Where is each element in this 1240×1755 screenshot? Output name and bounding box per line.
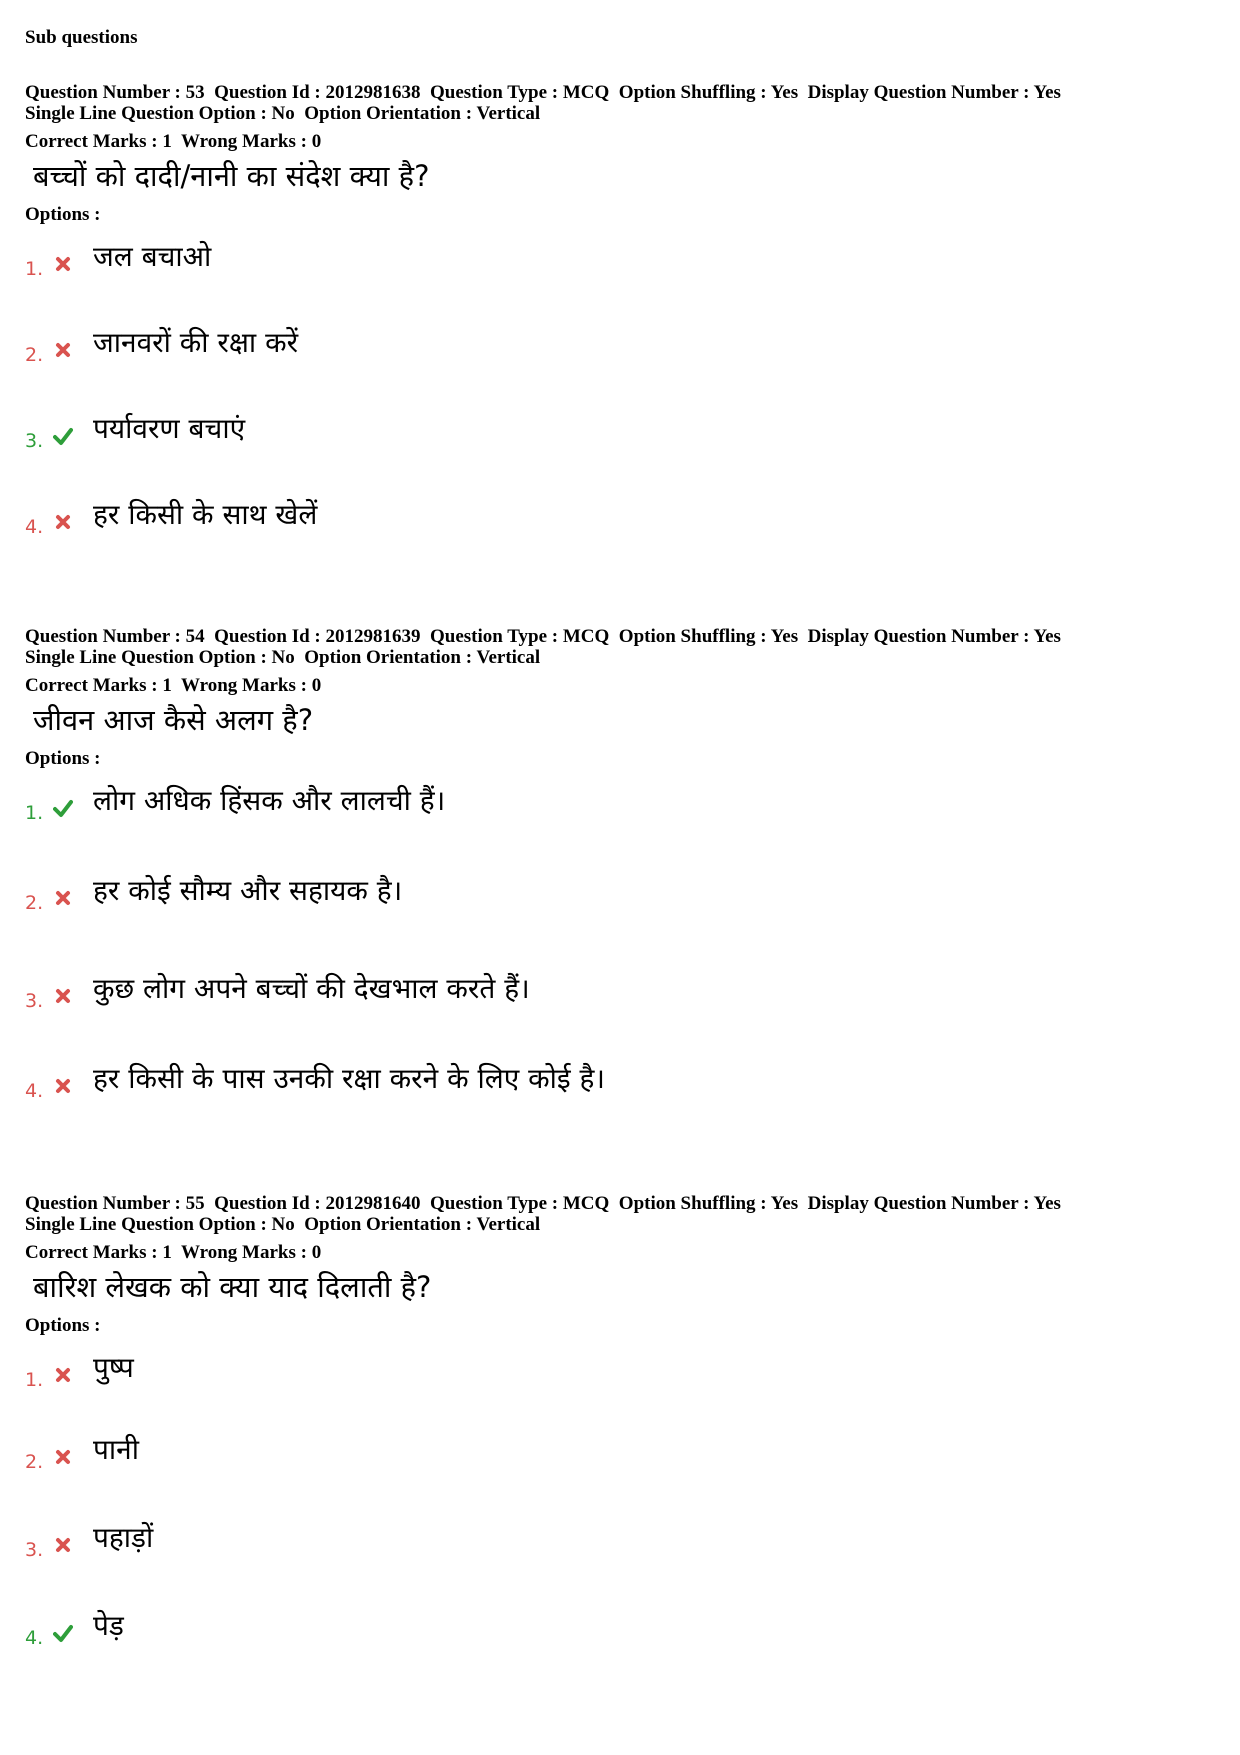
wrong-cross-icon <box>53 1447 73 1467</box>
option-number: 3. <box>25 430 44 452</box>
question-block-54 <box>25 626 1215 1104</box>
wrong-cross-icon <box>53 254 73 274</box>
question-meta-line-2: Single Line Question Option : No Option Orientation : Vertical <box>25 103 541 124</box>
option-item[interactable] <box>25 326 1215 368</box>
option-number: 3. <box>25 990 44 1012</box>
option-text: जानवरों की रक्षा करें <box>93 326 299 359</box>
option-number: 4. <box>25 1080 44 1102</box>
option-text: पानी <box>93 1433 139 1466</box>
wrong-cross-icon <box>53 1535 73 1555</box>
option-item[interactable] <box>25 874 1215 916</box>
option-text: पुष्प <box>93 1351 134 1384</box>
question-text: जीवन आज कैसे अलग है? <box>33 703 314 737</box>
option-number: 3. <box>25 1539 44 1561</box>
question-block-55 <box>25 1193 1215 1651</box>
option-number: 4. <box>25 516 44 538</box>
option-number: 4. <box>25 1627 44 1649</box>
marks-line: Correct Marks : 1 Wrong Marks : 0 <box>25 1242 322 1263</box>
option-number: 1. <box>25 1369 44 1391</box>
option-item[interactable] <box>25 240 1215 282</box>
question-block-53 <box>25 82 1215 540</box>
wrong-cross-icon <box>53 888 73 908</box>
option-text: कुछ लोग अपने बच्चों की देखभाल करते हैं। <box>93 972 530 1005</box>
correct-check-icon <box>53 798 73 818</box>
marks-line: Correct Marks : 1 Wrong Marks : 0 <box>25 131 322 152</box>
option-text: हर किसी के पास उनकी रक्षा करने के लिए कोई है। <box>93 1062 605 1095</box>
question-meta-line: Question Number : 55 Question Id : 2012981640 Question Type : MCQ Option Shuffling : Yes Display Question Number : Yes <box>25 1193 1061 1214</box>
question-text: बारिश लेखक को क्या याद दिलाती है? <box>33 1270 432 1304</box>
option-number: 1. <box>25 802 44 824</box>
wrong-cross-icon <box>53 512 73 532</box>
option-number: 2. <box>25 892 44 914</box>
options-label: Options : <box>25 1315 101 1336</box>
question-meta-line-2: Single Line Question Option : No Option Orientation : Vertical <box>25 1214 541 1235</box>
option-item[interactable] <box>25 1062 1215 1104</box>
option-number: 2. <box>25 1451 44 1473</box>
wrong-cross-icon <box>53 986 73 1006</box>
option-text: हर कोई सौम्य और सहायक है। <box>93 874 403 907</box>
question-meta-line: Question Number : 54 Question Id : 2012981639 Question Type : MCQ Option Shuffling : Yes Display Question Number : Yes <box>25 626 1061 647</box>
option-item[interactable] <box>25 1433 1215 1475</box>
question-meta-line-2: Single Line Question Option : No Option Orientation : Vertical <box>25 647 541 668</box>
option-text: लोग अधिक हिंसक और लालची हैं। <box>93 784 446 817</box>
option-item[interactable] <box>25 1521 1215 1563</box>
option-item[interactable] <box>25 498 1215 540</box>
options-label: Options : <box>25 204 101 225</box>
correct-check-icon <box>53 426 73 446</box>
wrong-cross-icon <box>53 1365 73 1385</box>
option-item[interactable] <box>25 412 1215 454</box>
option-text: जल बचाओ <box>93 240 212 273</box>
wrong-cross-icon <box>53 1076 73 1096</box>
option-item[interactable] <box>25 972 1215 1014</box>
option-item[interactable] <box>25 1351 1215 1393</box>
question-text: बच्चों को दादी/नानी का संदेश क्या है? <box>33 159 430 193</box>
options-label: Options : <box>25 748 101 769</box>
option-number: 1. <box>25 258 44 280</box>
option-text: पहाड़ों <box>93 1521 154 1554</box>
option-item[interactable] <box>25 1609 1215 1651</box>
section-title: Sub questions <box>25 27 138 48</box>
correct-check-icon <box>53 1623 73 1643</box>
option-text: हर किसी के साथ खेलें <box>93 498 318 531</box>
marks-line: Correct Marks : 1 Wrong Marks : 0 <box>25 675 322 696</box>
option-number: 2. <box>25 344 44 366</box>
option-text: पर्यावरण बचाएं <box>93 412 246 445</box>
option-text: पेड़ <box>93 1609 124 1642</box>
option-item[interactable] <box>25 784 1215 826</box>
wrong-cross-icon <box>53 340 73 360</box>
question-meta-line: Question Number : 53 Question Id : 2012981638 Question Type : MCQ Option Shuffling : Yes Display Question Number : Yes <box>25 82 1061 103</box>
